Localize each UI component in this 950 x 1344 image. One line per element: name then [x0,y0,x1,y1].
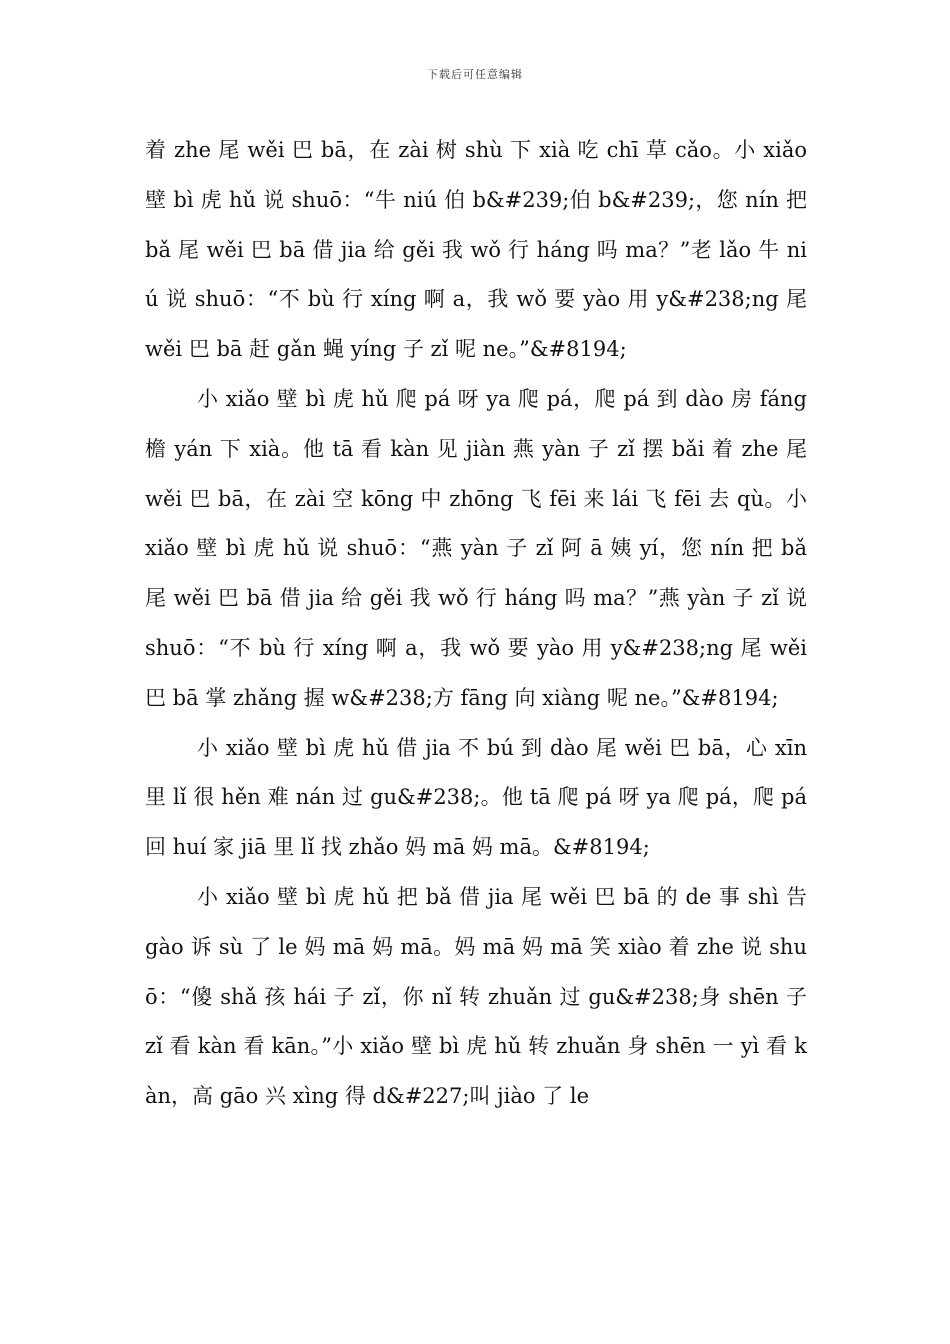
paragraph: 小 xiǎo 壁 bì 虎 hǔ 借 jia 不 bú 到 dào 尾 wěi 巴 bā，心 xīn 里 lǐ 很 hěn 难 nán 过 gu&#238;。他 tā 爬 pá 呀 ya 爬 pá，爬 pá 回 huí 家 jiā 里 lǐ 找 zhǎo 妈 mā 妈 mā。&#8194; [145,735,807,860]
paragraph: 小 xiǎo 壁 bì 虎 hǔ 爬 pá 呀 ya 爬 pá，爬 pá 到 dào 房 fáng 檐 yán 下 xià。他 tā 看 kàn 见 jiàn 燕 yàn 子 zǐ 摆 bǎi 着 zhe 尾 wěi 巴 bā，在 zài 空 kōng 中 zhōng 飞 fēi 来 lái 飞 fēi 去 qù。小 xiǎo 壁 bì 虎 hǔ 说 shuō：“燕 yàn 子 zǐ 阿 ā 姨 yí，您 nín 把 bǎ 尾 wěi 巴 bā 借 jia 给 gěi 我 wǒ 行 háng 吗 ma？”燕 yàn 子 zǐ 说 shuō：“不 bù 行 xíng 啊 a，我 wǒ 要 yào 用 y&#238;ng 尾 wěi 巴 bā 掌 zhǎng 握 w&#238;方 fāng 向 xiàng 呢 ne。”&#8194; [145,386,807,710]
paragraph: 着 zhe 尾 wěi 巴 bā，在 zài 树 shù 下 xià 吃 chī 草 cǎo。小 xiǎo 壁 bì 虎 hǔ 说 shuō：“牛 niú 伯 b&#239;伯 b&#239;，您 nín 把 bǎ 尾 wěi 巴 bā 借 jia 给 gěi 我 wǒ 行 háng 吗 ma？”老 lǎo 牛 niú 说 shuō：“不 bù 行 xíng 啊 a，我 wǒ 要 yào 用 y&#238;ng 尾 wěi 巴 bā 赶 gǎn 蝇 yíng 子 zǐ 呢 ne。”&#8194; [145,138,807,362]
page-header: 下载后可任意编辑 [427,68,523,81]
document-body [145,126,807,1122]
paragraph: 小 xiǎo 壁 bì 虎 hǔ 把 bǎ 借 jia 尾 wěi 巴 bā 的 de 事 shì 告 gào 诉 sù 了 le 妈 mā 妈 mā。妈 mā 妈 mā 笑 xiào 着 zhe 说 shuō：“傻 shǎ 孩 hái 子 zǐ，你 nǐ 转 zhuǎn 过 gu&#238;身 shēn 子 zǐ 看 kàn 看 kān。”小 xiǎo 壁 bì 虎 hǔ 转 zhuǎn 身 shēn 一 yì 看 kàn，高 gāo 兴 xìng 得 d&#227;叫 jiào 了 le [145,884,807,1109]
